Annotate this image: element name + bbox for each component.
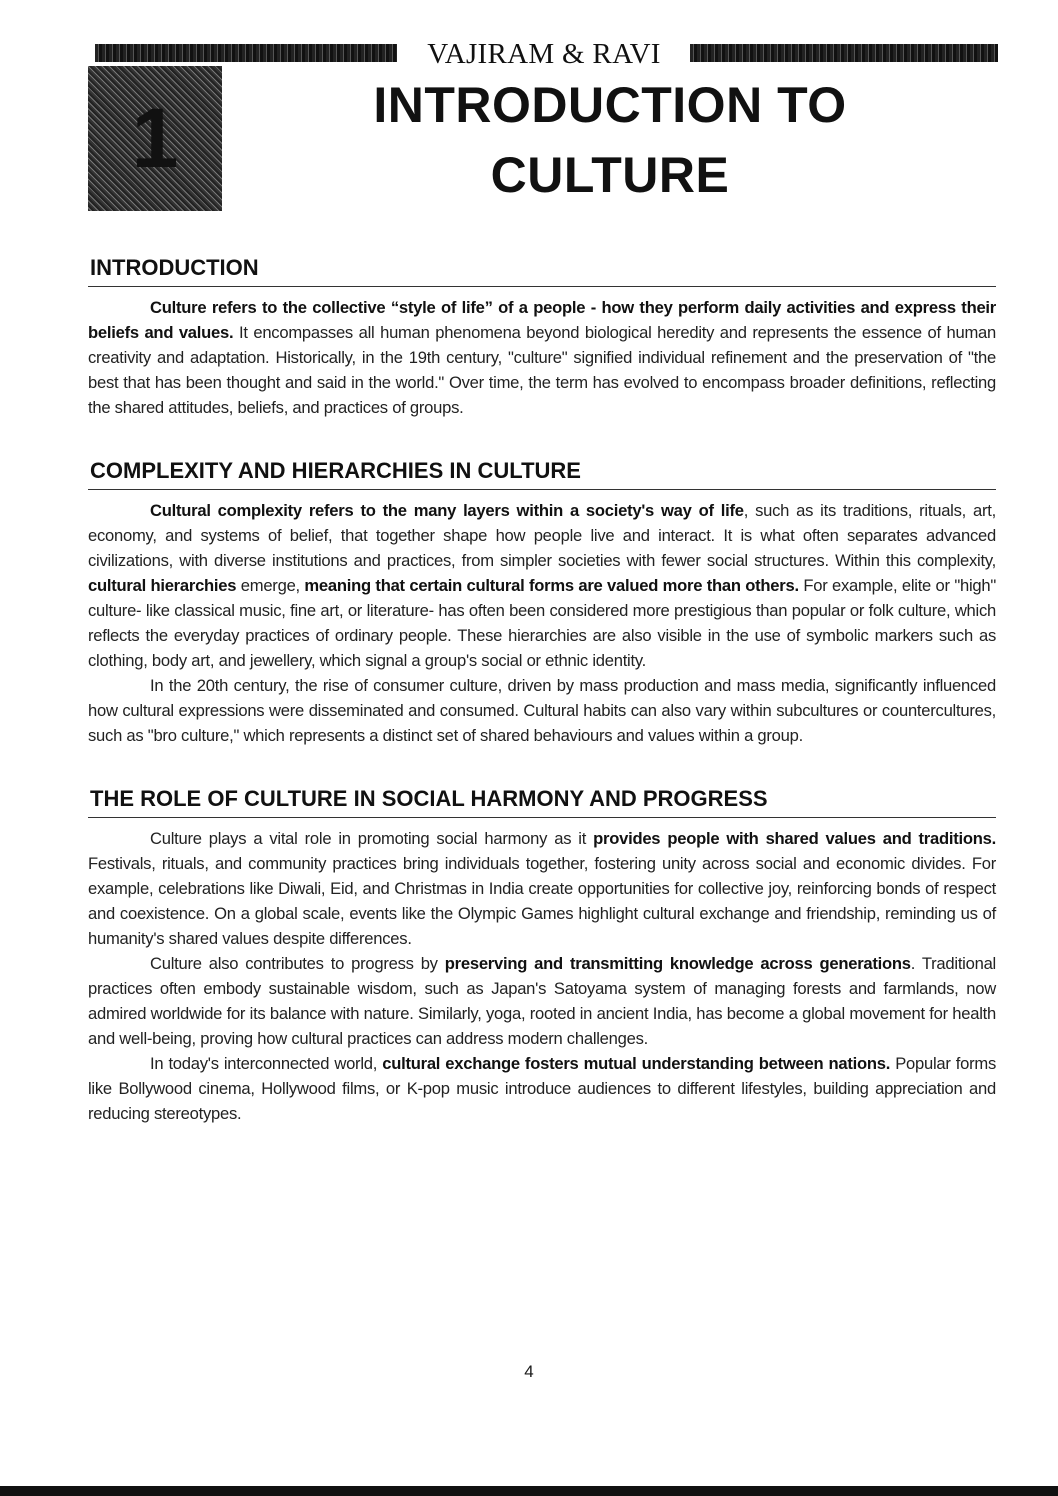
bold-text: provides people with shared values and traditions. (593, 829, 996, 848)
text: Culture also contributes to progress by (150, 954, 445, 973)
bold-text: preserving and transmitting knowledge across generations (444, 954, 911, 973)
section-heading: INTRODUCTION (90, 255, 259, 280)
chapter-number: 1 (131, 91, 179, 185)
bold-text: meaning that certain cultural forms are valued more than others. (304, 576, 799, 595)
text: emerge, (236, 576, 305, 595)
text: It encompasses all human phenomena beyond biological heredity and represents the essence of human creativity and adaptation. Historically, in the 19th century, "culture" signified individual refinement and the preservation of "the best that has been thought and said in the world." Over time, the term has evolved to encompass broader definitions, reflecting the shared attitudes, beliefs, and practices of groups. (88, 323, 996, 417)
text: For example, elite or "high" culture- like classical music, fine art, or literature- has often been considered more prestigious than popular or folk culture, which reflects the everyday practices of ordinary people. These hierarchies are also visible in the use of symbolic markers such as clothing, body art, and jewellery, which signal a group's social or ethnic identity. (88, 576, 996, 670)
text: Popular forms like Bollywood cinema, Hollywood films, or K-pop music introduce audiences to different lifestyles, building appreciation and reducing stereotypes. (88, 1054, 996, 1123)
section-complexity (88, 498, 996, 748)
paragraph (88, 498, 996, 673)
brand-name: VAJIRAM & RAVI (427, 38, 661, 70)
bold-text: Cultural complexity refers to the many layers within a society's way of life (150, 501, 744, 520)
paragraph (88, 673, 996, 748)
section-heading: THE ROLE OF CULTURE IN SOCIAL HARMONY AND PROGRESS (90, 786, 768, 811)
paragraph (88, 826, 996, 951)
page-number: 4 (524, 1362, 534, 1381)
bold-text: cultural exchange fosters mutual understanding between nations. (382, 1054, 891, 1073)
section-heading: COMPLEXITY AND HIERARCHIES IN CULTURE (90, 458, 581, 483)
header-bar-right (690, 44, 998, 62)
section-divider (88, 817, 996, 818)
chapter-number-box (88, 66, 222, 211)
scan-edge (0, 1486, 1058, 1496)
text: In the 20th century, the rise of consumer culture, driven by mass production and mass media, significantly influenced how cultural expressions were disseminated and consumed. Cultural habits can also vary within subcultures or countercultures, such as "bro culture," which represents a distinct set of shared behaviours and values within a group. (88, 676, 996, 745)
paragraph (88, 295, 996, 420)
header-bar-left (95, 44, 397, 62)
paragraph (88, 1051, 996, 1126)
text: . Traditional practices often embody sustainable wisdom, such as Japan's Satoyama system of managing forests and farmlands, now admired worldwide for its balance with nature. Similarly, yoga, rooted in ancient India, has become a global movement for health and well-being, proving how cultural practices can address modern challenges. (88, 954, 996, 1048)
section-divider (88, 489, 996, 490)
bold-text: cultural hierarchies (88, 576, 237, 595)
bold-text: Culture refers to the collective “style of life” of a people - how they perform daily activities and express their beliefs and values. (88, 298, 996, 342)
text: Festivals, rituals, and community practices bring individuals together, fostering unity across social and economic divides. For example, celebrations like Diwali, Eid, and Christmas in India create opportunities for collective joy, reinforcing bonds of respect and coexistence. On a global scale, events like the Olympic Games highlight cultural exchange and friendship, reminding us of humanity's shared values despite differences. (88, 854, 996, 948)
page-content (88, 253, 996, 1126)
section-role (88, 826, 996, 1126)
paragraph (88, 951, 996, 1051)
text: Culture plays a vital role in promoting social harmony as it (150, 829, 594, 848)
section-introduction (88, 295, 996, 420)
text: In today's interconnected world, (150, 1054, 383, 1073)
chapter-title-line2: CULTURE (490, 147, 730, 203)
chapter-title-line1: INTRODUCTION TO (373, 77, 847, 133)
text: , such as its traditions, rituals, art, economy, and systems of belief, that together shape how people live and interact. It is what often separates advanced civilizations, with diverse institutions and practices, from simpler societies with fewer social structures. Within this complexity, (88, 501, 996, 570)
section-divider (88, 286, 996, 287)
